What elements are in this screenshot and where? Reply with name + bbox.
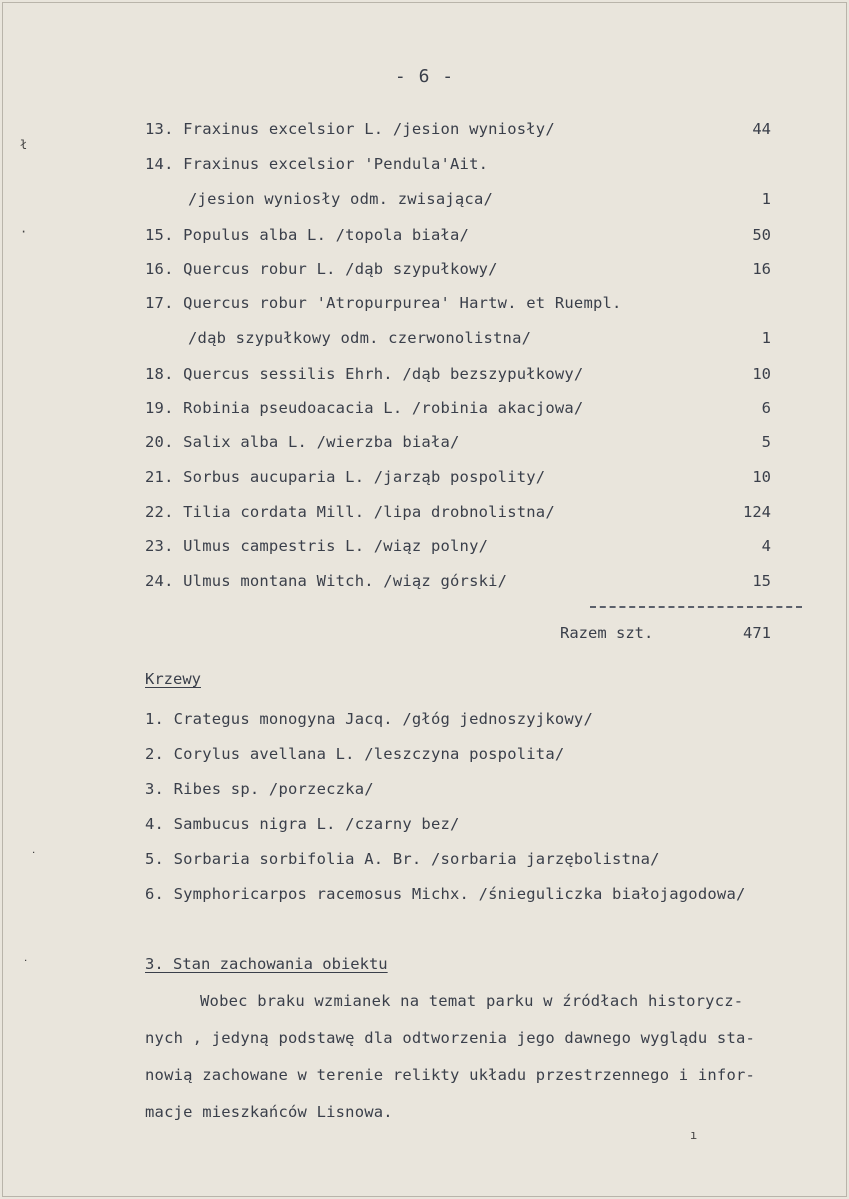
tree-count-14: 1 <box>761 190 771 208</box>
scan-mark: ˙ <box>30 850 38 864</box>
paragraph-line-2: nych , jedyną podstawę dla odtworzenia jego dawnego wyglądu sta- <box>145 1029 756 1047</box>
tree-item-14-continuation: /jesion wyniosły odm. zwisająca/ <box>188 190 494 208</box>
tree-item-24: 24. Ulmus montana Witch. /wiąz górski/ <box>145 572 508 590</box>
shrub-item-1: 1. Crategus monogyna Jacq. /głóg jednoszyjkowy/ <box>145 710 593 728</box>
shrubs-heading: Krzewy <box>145 670 201 688</box>
tree-item-15: 15. Populus alba L. /topola biała/ <box>145 226 470 244</box>
tree-item-14: 14. Fraxinus excelsior 'Pendula'Ait. <box>145 155 489 173</box>
tree-count-16: 16 <box>752 260 771 278</box>
total-label: Razem szt. <box>560 624 654 642</box>
scan-mark: ł <box>20 138 28 152</box>
shrub-item-3: 3. Ribes sp. /porzeczka/ <box>145 780 374 798</box>
tree-item-22: 22. Tilia cordata Mill. /lipa drobnolistna/ <box>145 503 555 521</box>
paragraph-line-4: macje mieszkańców Lisnowa. <box>145 1103 393 1121</box>
paragraph-line-1: Wobec braku wzmianek na temat parku w źródłach historycz- <box>200 992 744 1010</box>
tree-item-17-continuation: /dąb szypułkowy odm. czerwonolistna/ <box>188 329 532 347</box>
tree-count-14a <box>691 153 771 175</box>
scan-mark: · <box>20 225 28 239</box>
page-border <box>2 2 847 1197</box>
tree-item-16: 16. Quercus robur L. /dąb szypułkowy/ <box>145 260 498 278</box>
tree-count-17: 1 <box>761 329 771 347</box>
tree-count-20: 5 <box>761 433 771 451</box>
shrub-item-2: 2. Corylus avellana L. /leszczyna pospolita/ <box>145 745 565 763</box>
tree-count-18: 10 <box>752 365 771 383</box>
tree-item-19: 19. Robinia pseudoacacia L. /robinia akacjowa/ <box>145 399 584 417</box>
tree-count-21: 10 <box>752 468 771 486</box>
tree-item-21: 21. Sorbus aucuparia L. /jarząb pospolity/ <box>145 468 546 486</box>
scan-mark: ı <box>690 1128 698 1142</box>
tree-item-18: 18. Quercus sessilis Ehrh. /dąb bezszypułkowy/ <box>145 365 584 383</box>
total-divider <box>590 606 802 608</box>
shrub-item-6: 6. Symphoricarpos racemosus Michx. /śnieguliczka białojagodowa/ <box>145 885 746 903</box>
tree-count-15: 50 <box>752 226 771 244</box>
page-number: - 6 - <box>394 66 455 87</box>
tree-count-19: 6 <box>761 399 771 417</box>
total-value: 471 <box>743 624 771 642</box>
tree-item-17: 17. Quercus robur 'Atropurpurea' Hartw. et Ruempl. <box>145 294 622 312</box>
shrub-item-5: 5. Sorbaria sorbifolia A. Br. /sorbaria jarzębolistna/ <box>145 850 660 868</box>
paragraph-line-3: nowią zachowane w terenie relikty układu przestrzennego i infor- <box>145 1066 756 1084</box>
tree-item-23: 23. Ulmus campestris L. /wiąz polny/ <box>145 537 489 555</box>
tree-count-23: 4 <box>761 537 771 555</box>
tree-count-22: 124 <box>743 503 771 521</box>
tree-count-17a <box>691 292 771 314</box>
tree-count-13: 44 <box>752 120 771 138</box>
section-heading: 3. Stan zachowania obiektu <box>145 955 388 973</box>
shrub-item-4: 4. Sambucus nigra L. /czarny bez/ <box>145 815 460 833</box>
tree-count-24: 15 <box>752 572 771 590</box>
tree-item-20: 20. Salix alba L. /wierzba biała/ <box>145 433 460 451</box>
tree-item-13: 13. Fraxinus excelsior L. /jesion wyniosły/ <box>145 120 555 138</box>
scan-mark: ˙ <box>22 958 30 972</box>
